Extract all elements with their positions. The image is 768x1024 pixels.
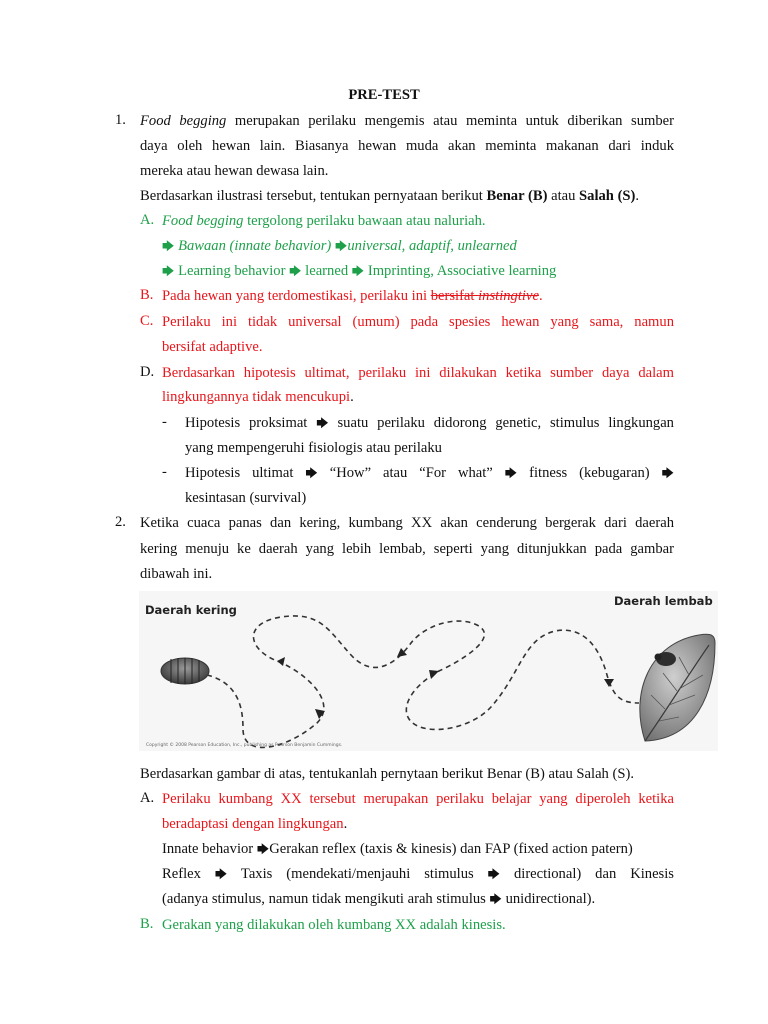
q2-line-3: dibawah ini.	[140, 566, 213, 582]
q1-option-b-text: Pada hewan yang terdomestikasi, perilaku ini bersifat instingtive.	[162, 288, 543, 304]
path-arrowhead	[604, 679, 614, 687]
q1-option-c-label: C.	[140, 313, 154, 329]
arrow-right-icon: 🡆	[305, 466, 318, 480]
arrow-right-icon: 🡆	[661, 466, 675, 480]
q1-option-d-line-1: Berdasarkan hipotesis ultimat, perilaku ini dilakukan ketika sumber daya dalam	[162, 365, 674, 381]
q2-option-a-label: A.	[140, 790, 155, 806]
q2-instruction: Berdasarkan gambar di atas, tentukanlah pernytaan berikut Benar (B) atau Salah (S).	[140, 766, 634, 782]
arrow-right-icon: 🡆	[214, 867, 228, 881]
q1-line-3: mereka atau hewan dewasa lain.	[140, 163, 329, 179]
q1-line-2: daya oleh hewan lain. Biasanya hewan muda akan meminta makanan dari induk	[140, 138, 674, 154]
q1-option-a-note-1: 🡆 Bawaan (innate behavior) 🡆universal, adaptif, unlearned	[162, 238, 517, 254]
q1-option-a-text: Food begging tergolong perilaku bawaan atau naluriah.	[162, 213, 486, 229]
q1-option-a-note-2: 🡆 Learning behavior 🡆 learned 🡆 Imprinting, Associative learning	[162, 263, 557, 279]
arrow-right-icon: 🡆	[487, 867, 501, 881]
figure-label-dry: Daerah kering	[145, 603, 237, 617]
q1-option-c-line-2: bersifat adaptive.	[162, 339, 263, 355]
path-arrowhead	[429, 670, 439, 679]
q2-a-note-2: Reflex 🡆 Taxis (mendekati/menjauhi stimulus 🡆 directional) dan Kinesis	[162, 866, 674, 882]
path-arrowhead	[277, 657, 285, 666]
arrow-right-icon: 🡆	[489, 892, 502, 906]
beetle-icon	[161, 658, 209, 684]
q1-d-bullet-2: Hipotesis ultimat 🡆 “How” atau “For what” 🡆 fitness (kebugaran) 🡆	[185, 465, 675, 481]
question-1-number: 1.	[115, 112, 126, 128]
q1-d-bullet-2-line-2: kesintasan (survival)	[185, 490, 307, 506]
q2-a-note-3: (adanya stimulus, namun tidak mengikuti arah stimulus 🡆 unidirectional).	[162, 891, 596, 907]
arrow-right-icon: 🡆	[316, 416, 329, 430]
q1-option-d-line-2: lingkungannya tidak mencukupi.	[162, 389, 354, 405]
leaf-icon	[640, 634, 715, 741]
q2-option-a-line-2: beradaptasi dengan lingkungan.	[162, 816, 348, 832]
arrow-right-icon: 🡆	[504, 466, 518, 480]
q1-option-d-label: D.	[140, 364, 155, 380]
figure-label-humid: Daerah lembab	[614, 594, 713, 608]
bullet-dash: -	[162, 464, 167, 480]
q2-option-b-label: B.	[140, 916, 154, 932]
arrow-right-icon: 🡆	[162, 264, 175, 278]
q1-line-1: Food begging merupakan perilaku mengemis atau meminta untuk diberikan sumber	[140, 113, 674, 129]
q1-d-bullet-1: Hipotesis proksimat 🡆 suatu perilaku didorong genetic, stimulus lingkungan	[185, 415, 674, 431]
q1-instruction: Berdasarkan ilustrasi tersebut, tentukan pernyataan berikut Benar (B) atau Salah (S).	[140, 188, 640, 204]
q1-d-bullet-1-line-2: yang mempengeruhi fisiologis atau perilaku	[185, 440, 442, 456]
page-title: PRE-TEST	[348, 87, 420, 103]
q2-a-note-1: Innate behavior 🡆Gerakan reflex (taxis & kinesis) dan FAP (fixed action patern)	[162, 841, 633, 857]
bullet-dash: -	[162, 414, 167, 430]
arrow-right-icon: 🡆	[289, 264, 302, 278]
arrow-right-icon: 🡆	[351, 264, 365, 278]
arrow-right-icon: 🡆	[162, 239, 175, 253]
arrow-right-icon: 🡆	[334, 239, 348, 253]
figure-copyright: Copyright © 2008 Pearson Education, Inc., publishing as Pearson Benjamin Cummings.	[146, 743, 343, 748]
q1-option-b-label: B.	[140, 287, 154, 303]
q2-line-1: Ketika cuaca panas dan kering, kumbang XX akan cenderung bergerak dari daerah	[140, 515, 674, 531]
q2-option-b-text: Gerakan yang dilakukan oleh kumbang XX adalah kinesis.	[162, 917, 506, 933]
dashed-path	[207, 616, 639, 747]
question-2-number: 2.	[115, 514, 126, 530]
q2-option-a-line-1: Perilaku kumbang XX tersebut merupakan perilaku belajar yang diperoleh ketika	[162, 791, 674, 807]
q1-option-c-line-1: Perilaku ini tidak universal (umum) pada spesies hewan yang sama, namun	[162, 314, 674, 330]
q1-option-a-label: A.	[140, 212, 155, 228]
arrow-right-icon: 🡆	[256, 842, 270, 856]
beetle-path-figure	[139, 591, 718, 751]
q2-line-2: kering menuju ke daerah yang lebih lembab, seperti yang ditunjukkan pada gambar	[140, 541, 674, 557]
